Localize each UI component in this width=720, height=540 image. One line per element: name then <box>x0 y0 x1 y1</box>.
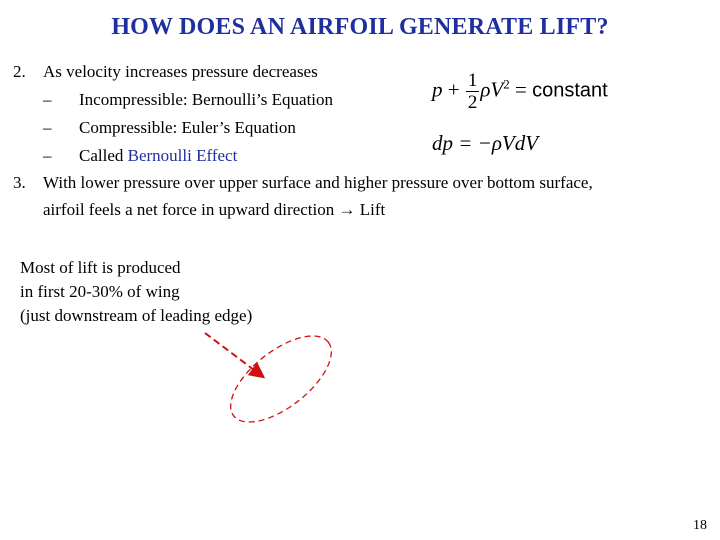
point-2-number: 2. <box>13 62 26 81</box>
point-3-continuation: airfoil feels a net force in upward direction → Lift <box>43 200 386 219</box>
eq-plus: + <box>447 77 460 102</box>
sub-item-text: Incompressible: Bernoulli’s Equation <box>79 90 334 109</box>
eq-denominator: 2 <box>467 92 478 113</box>
sub-item-dash: – <box>43 90 52 109</box>
slide-title: HOW DOES AN AIRFOIL GENERATE LIFT? <box>111 14 609 40</box>
eq-constant: constant <box>532 79 608 102</box>
eq-equals: = <box>515 77 527 102</box>
eq-exponent: 2 <box>503 76 510 92</box>
callout-line: (just downstream of leading edge) <box>20 306 253 325</box>
callout-line: in first 20-30% of wing <box>20 282 180 301</box>
eq-p: p <box>432 77 443 102</box>
euler-equation: dp = −ρVdV <box>432 131 539 155</box>
point-3-line1: With lower pressure over upper surface and higher pressure over bottom surface, <box>43 173 593 192</box>
leading-edge-ellipse <box>216 320 345 438</box>
sub-item-dash: – <box>43 118 52 137</box>
point-3-number: 3. <box>13 173 26 192</box>
sub-item-text: Called <box>79 146 128 165</box>
page-number: 18 <box>693 518 707 533</box>
sub-item-dash: – <box>43 146 52 165</box>
sub-item-text: Compressible: Euler’s Equation <box>79 118 296 137</box>
eq-numerator: 1 <box>467 70 478 91</box>
callout-arrow <box>205 333 262 376</box>
point-2-text: As velocity increases pressure decreases <box>43 62 318 81</box>
callout-line: Most of lift is produced <box>20 258 181 277</box>
bernoulli-effect-term: Bernoulli Effect <box>127 146 238 165</box>
eq-rho-v: ρV <box>480 77 504 102</box>
